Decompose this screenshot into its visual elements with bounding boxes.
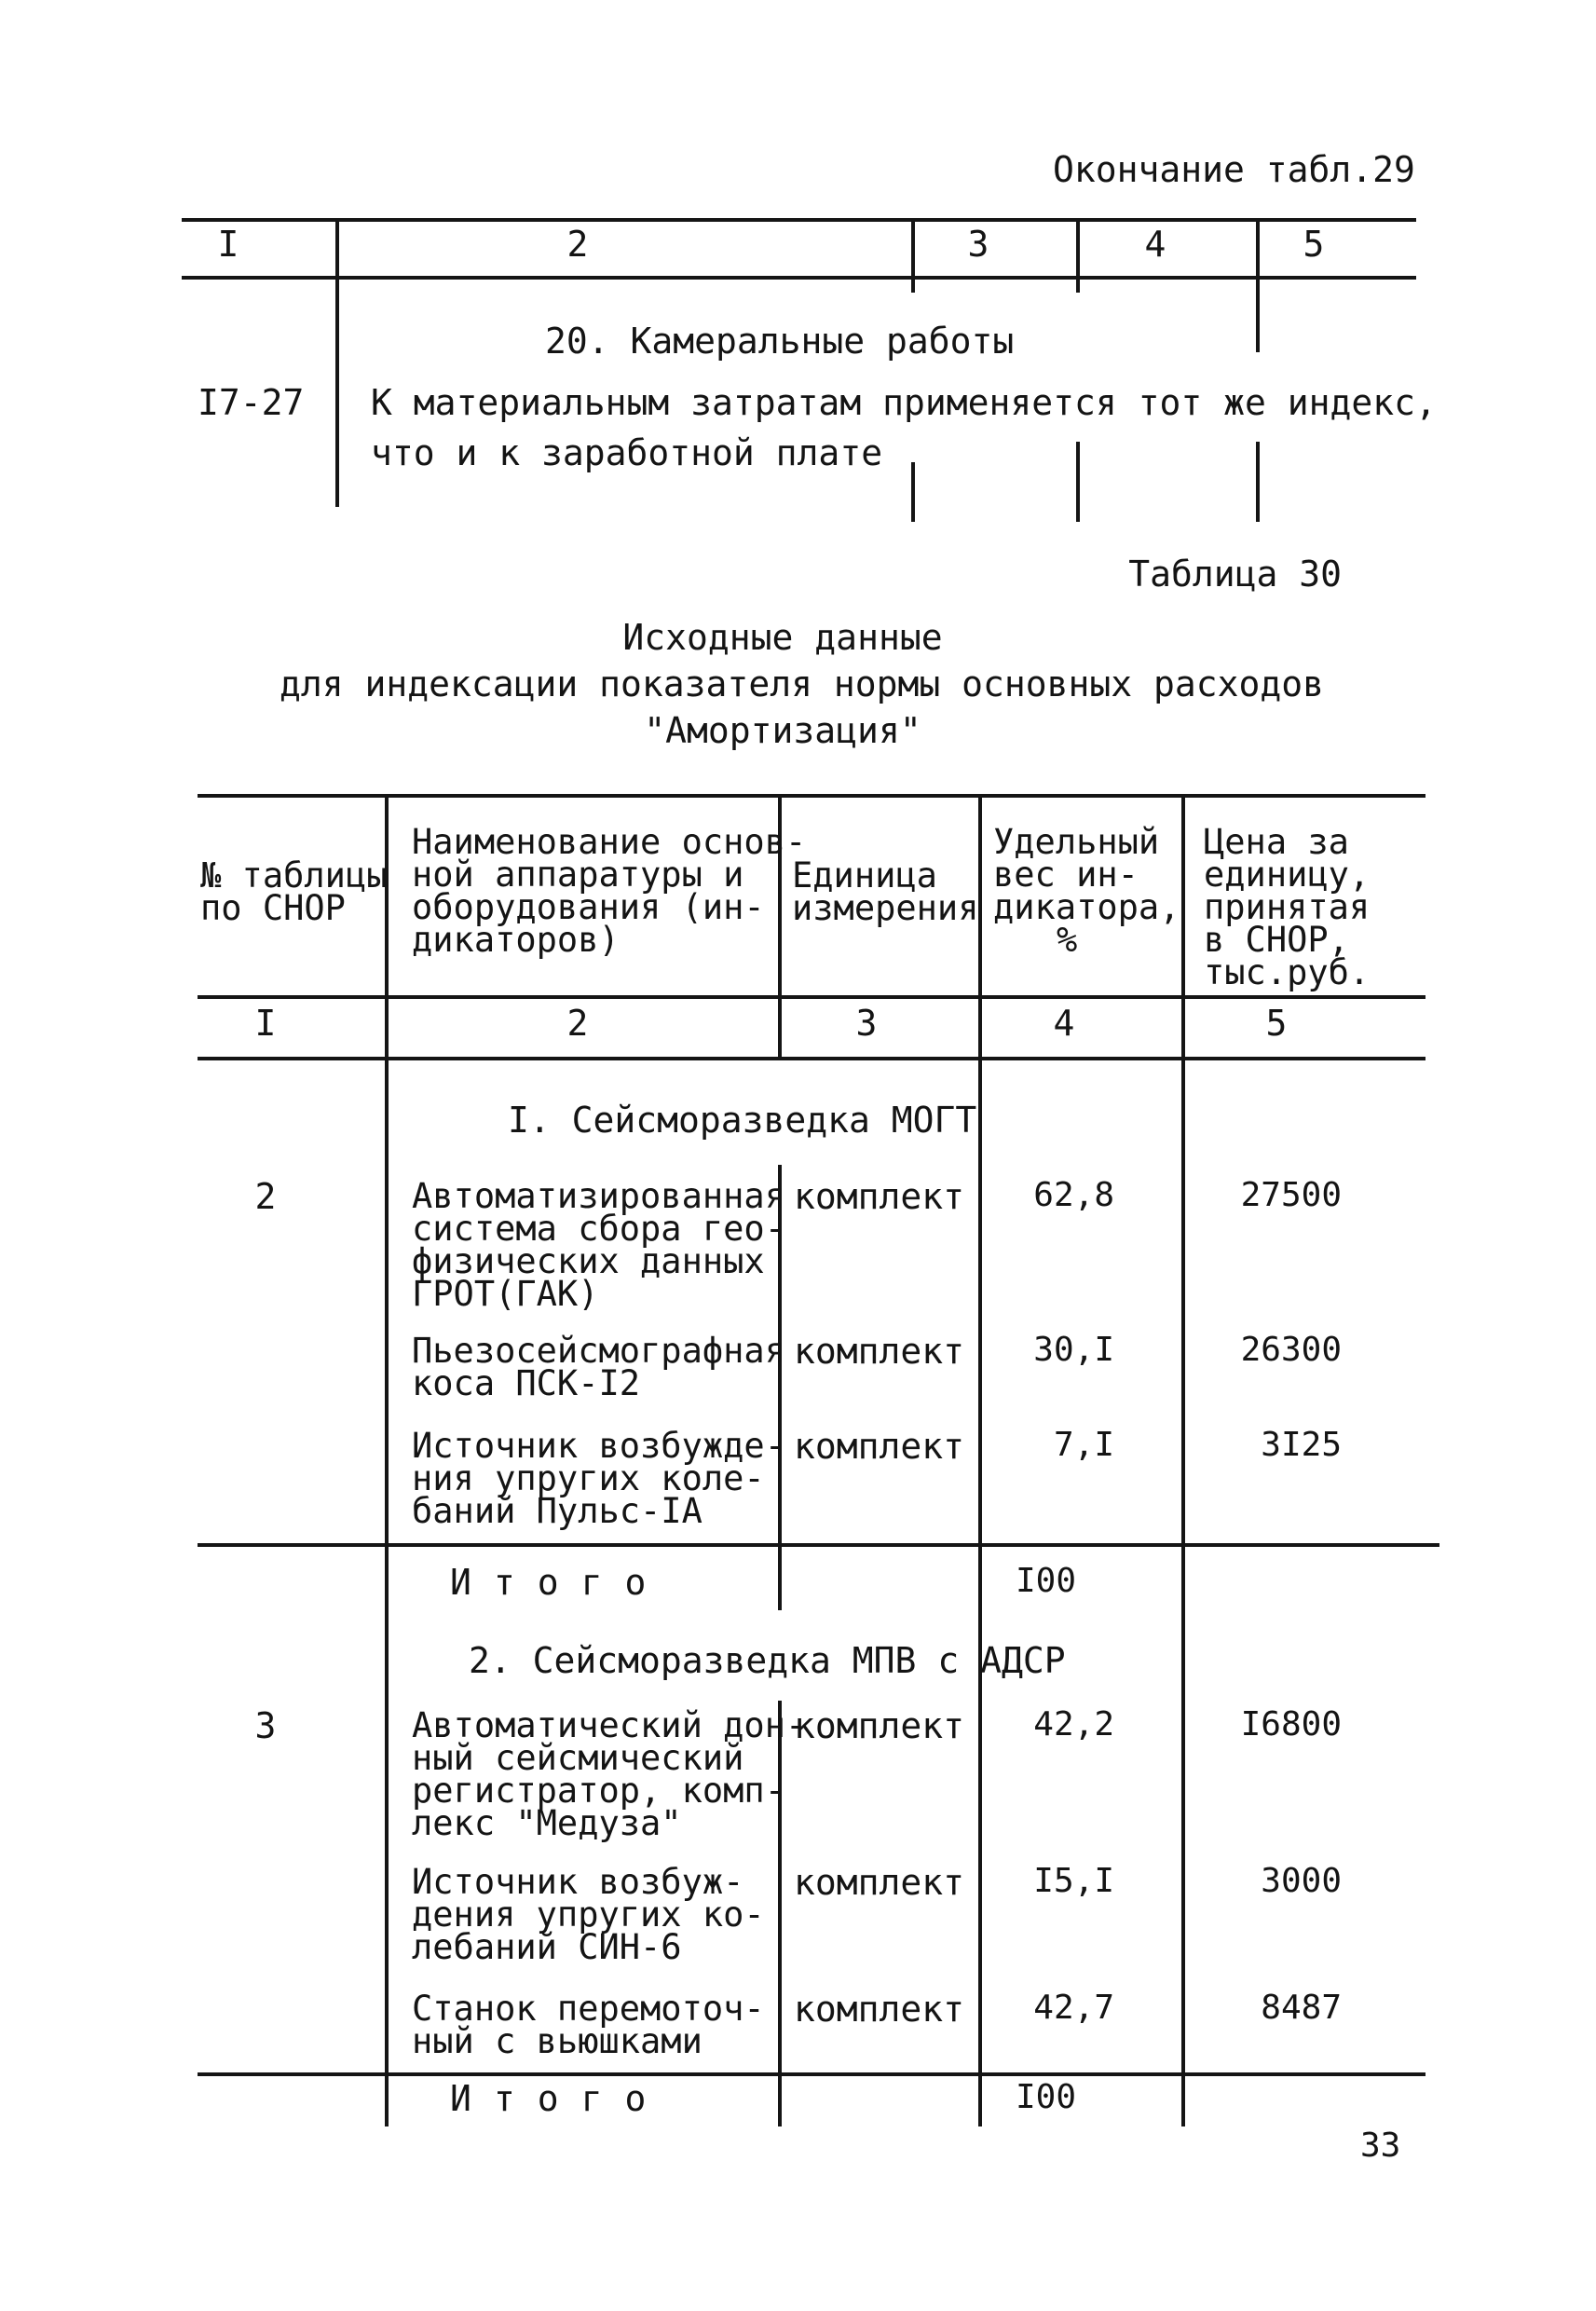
col-header-price: Цена за единицу, принятая в СНОР, тыс.руб.	[1204, 822, 1371, 992]
t29-col-header: I	[217, 224, 239, 265]
equipment-name: Автоматизированная система сбора гео- физических данных ГРОТ(ГАК)	[412, 1176, 785, 1314]
table-title: для индексации показателя нормы основных расходов	[280, 663, 1325, 704]
section-title: 2. Сейсморазведка МПВ с АДСР	[469, 1640, 1066, 1681]
price-cell: 3I25	[1261, 1426, 1342, 1464]
t29-col-header: 3	[967, 224, 989, 265]
t29-col-divider	[1256, 442, 1260, 522]
continuation-label: Окончание табл.29	[1053, 149, 1415, 190]
t29-col-divider	[1076, 218, 1080, 293]
col-header-unit: Единица измерения	[792, 855, 979, 928]
equipment-name: Автоматический дон- ный сейсмический регистратор, комп- лекс "Медуза"	[412, 1705, 807, 1843]
t29-header-rule	[182, 276, 1416, 280]
unit-cell: комплект	[794, 1862, 965, 1903]
t29-col-header: 2	[566, 224, 589, 265]
col-number: 2	[566, 1003, 589, 1044]
table-number: 2	[254, 1176, 277, 1217]
table-title: "Амортизация"	[644, 710, 921, 751]
t30-numbers-rule	[198, 1057, 1425, 1060]
t29-col-divider	[1256, 218, 1260, 352]
price-cell: 8487	[1261, 1989, 1342, 2027]
t29-col-header: 5	[1303, 224, 1325, 265]
t30-top-rule	[198, 794, 1425, 798]
t29-top-rule	[182, 218, 1416, 222]
equipment-name: Источник возбуж- дения упругих ко- лебаний СИН-6	[412, 1862, 765, 1967]
price-cell: 3000	[1261, 1862, 1342, 1900]
unit-cell: комплект	[794, 1331, 965, 1372]
table-number: 3	[254, 1705, 277, 1746]
col-header-table-no: № таблицы по СНОР	[200, 855, 388, 928]
t30-header-rule	[198, 995, 1425, 999]
table-label: Таблица 30	[1128, 554, 1342, 595]
total-value: I00	[1016, 2078, 1077, 2116]
t30-col-divider	[978, 794, 982, 2126]
weight-cell: I5,I	[1033, 1862, 1114, 1900]
col-header-weight: Удельный вес ин- дикатора, %	[993, 822, 1180, 960]
weight-cell: 42,7	[1033, 1989, 1114, 2027]
section-title: I. Сейсморазведка МОГТ	[508, 1100, 977, 1141]
weight-cell: 7,I	[1053, 1426, 1114, 1464]
section-total-rule	[198, 1543, 1439, 1547]
t29-section-title: 20. Камеральные работы	[545, 321, 1015, 362]
t29-text-line: К материальным затратам применяется тот же индекс,	[371, 382, 1437, 423]
weight-cell: 42,2	[1033, 1705, 1114, 1744]
weight-cell: 62,8	[1033, 1176, 1114, 1214]
col-number: 5	[1265, 1003, 1288, 1044]
unit-cell: комплект	[794, 1176, 965, 1217]
t29-col-divider	[335, 218, 339, 507]
page-number: 33	[1360, 2126, 1401, 2165]
price-cell: 27500	[1240, 1176, 1342, 1214]
col-header-equipment-name: Наименование основ- ной аппаратуры и оборудования (ин- дикаторов)	[412, 822, 807, 960]
t29-col-divider	[1076, 442, 1080, 522]
unit-cell: комплект	[794, 1705, 965, 1746]
t29-col-divider	[911, 218, 915, 293]
t29-row-number: I7-27	[198, 382, 305, 423]
equipment-name: Источник возбужде- ния упругих коле- баний Пульс-IА	[412, 1426, 785, 1531]
t29-text-line: что и к заработной плате	[371, 432, 883, 473]
t29-col-header: 4	[1144, 224, 1166, 265]
total-value: I00	[1016, 1562, 1077, 1600]
table-title: Исходные данные	[622, 617, 943, 658]
price-cell: I6800	[1240, 1705, 1342, 1744]
total-label: Итого	[450, 2078, 669, 2119]
unit-cell: комплект	[794, 1989, 965, 2030]
t29-col-divider	[911, 462, 915, 522]
weight-cell: 30,I	[1033, 1331, 1114, 1369]
t30-col-divider	[1181, 794, 1185, 2126]
col-number: 3	[855, 1003, 878, 1044]
t30-col-divider	[385, 794, 389, 2126]
section-total-rule	[198, 2072, 1425, 2076]
total-label: Итого	[450, 1562, 669, 1603]
equipment-name: Станок перемоточ- ный с вьюшками	[412, 1989, 765, 2061]
col-number: I	[254, 1003, 277, 1044]
equipment-name: Пьезосейсмографная коса ПСК-I2	[412, 1331, 785, 1403]
unit-cell: комплект	[794, 1426, 965, 1467]
price-cell: 26300	[1240, 1331, 1342, 1369]
col-number: 4	[1053, 1003, 1075, 1044]
